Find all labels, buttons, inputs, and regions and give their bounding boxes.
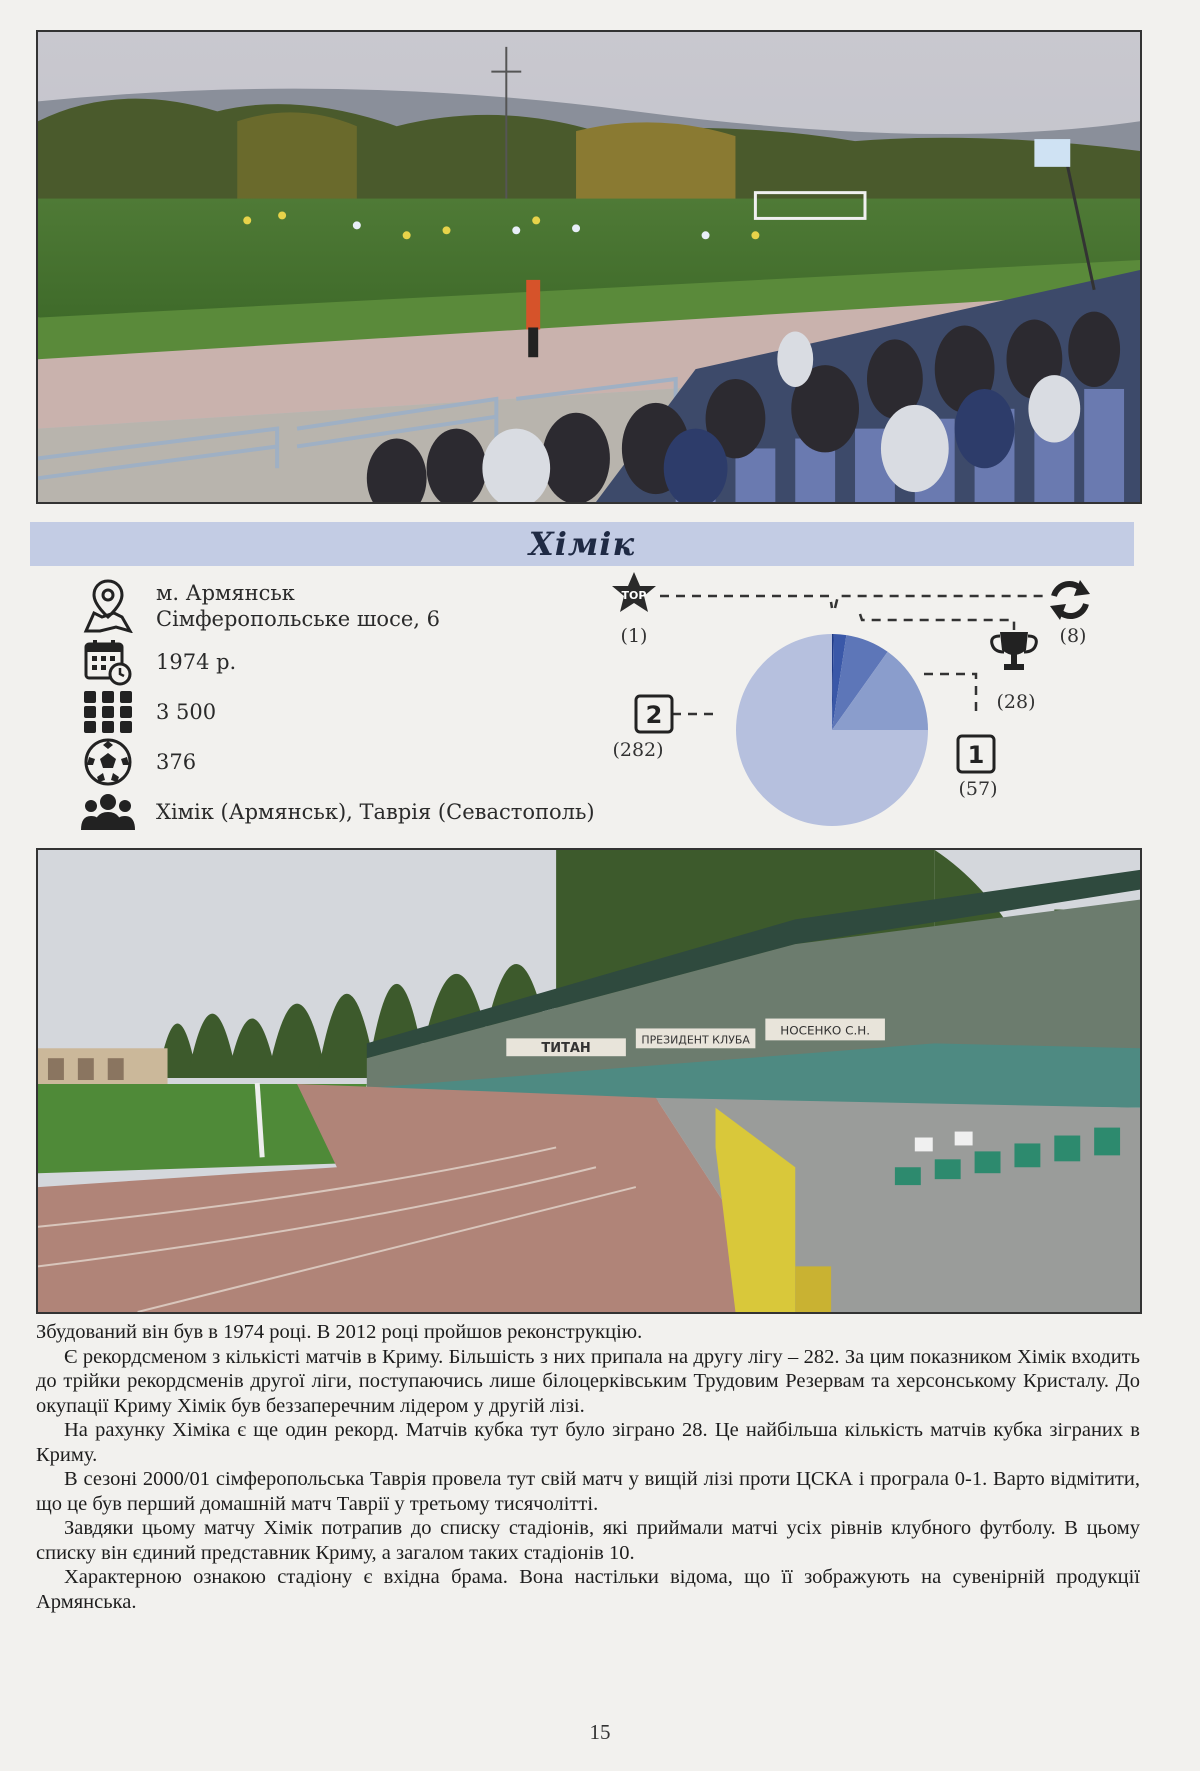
sign-titan: ТИТАН [541, 1041, 591, 1057]
clubs-text: Хімік (Армянськ), Таврія (Севастополь) [156, 800, 595, 824]
stadium-title-bar [30, 522, 1134, 566]
refresh-icon [1050, 580, 1090, 620]
leader-renewed [835, 596, 1045, 608]
label-renewed: (8) [1059, 625, 1087, 647]
label-second: (282) [612, 739, 664, 761]
paragraph-2: Є рекордсменом з кількісті матчів в Криму. Більшість з них припала на другу лігу – 282. За цим показником Хімік входить до трійки рекордсменів другої ліги, поступаючись лише білоцерківським Трудовим Резервам та херсонському Кристалу. До окупації Криму Хімік був беззаперечним лідером у другій лізі. [36, 1345, 1140, 1417]
stadium-photo-bottom [36, 848, 1142, 1314]
capacity-text: 3 500 [156, 700, 217, 724]
label-cup: (28) [996, 691, 1036, 713]
address-text: Сімферопольське шосе, 6 [156, 607, 440, 631]
leader-first [924, 674, 976, 718]
stadium-photo-top [36, 30, 1142, 504]
first-league-badge [958, 736, 994, 772]
paragraph-1: Збудований він був в 1974 році. В 2012 році пройшов реконструкцію. [36, 1321, 643, 1343]
paragraph-3: На рахунку Хіміка є ще один рекорд. Матчів кубка тут було зіграно 28. Це найбільша кількість матчів кубка зіграних в Криму. [36, 1419, 1140, 1466]
stadium-title: Хімік [528, 525, 636, 563]
page-number: 15 [589, 1720, 611, 1744]
sign-president: ПРЕЗИДЕНТ КЛУБА [641, 1033, 750, 1047]
second-league-badge [636, 696, 672, 732]
label-top: (1) [620, 625, 648, 647]
location-row [80, 580, 440, 632]
top-badge-text: TOP [621, 589, 647, 602]
top-badge-icon [612, 572, 656, 612]
clubs-row [80, 790, 595, 834]
leader-cup [860, 614, 1014, 630]
paragraph-4: В сезоні 2000/01 сімферопольська Таврія провела тут свій матч у вищій лізі проти ЦСКА і програла 0-1. Варто відмітити, що це був перший домашній матч Таврії у третьому тисячолітті. [36, 1468, 1140, 1515]
leader-top [660, 596, 832, 608]
year-row [80, 640, 236, 684]
team-icon [80, 790, 136, 834]
trophy-icon [992, 632, 1037, 670]
paragraph-6: Характерною ознакою стадіону є вхідна брама. Вона настільки відома, що її зображують на сувенірній продукції Армянська. [36, 1566, 1140, 1613]
calendar-clock-icon [80, 640, 136, 684]
article-body [36, 1320, 1140, 1614]
year-text: 1974 р. [156, 650, 237, 674]
matches-row [80, 740, 196, 784]
matches-pie-chart [600, 570, 1120, 840]
pie-slices [736, 634, 928, 826]
soccer-ball-icon [80, 740, 136, 784]
first-badge-text: 1 [967, 741, 985, 769]
capacity-row [80, 690, 216, 734]
paragraph-5: Завдяки цьому матчу Хімік потрапив до списку стадіонів, які приймали матчі усіх рівнів клубного футболу. В цьому списку він єдиний представник Криму, а загалом таких стадіонів 10. [36, 1517, 1140, 1564]
matches-text: 376 [156, 750, 197, 774]
sign-nosenko: НОСЕНКО С.Н. [780, 1023, 871, 1038]
label-first: (57) [958, 778, 998, 800]
second-badge-text: 2 [645, 701, 663, 729]
seats-icon [80, 690, 136, 734]
city-text: м. Армянськ [156, 581, 295, 605]
map-pin-icon [80, 584, 136, 628]
